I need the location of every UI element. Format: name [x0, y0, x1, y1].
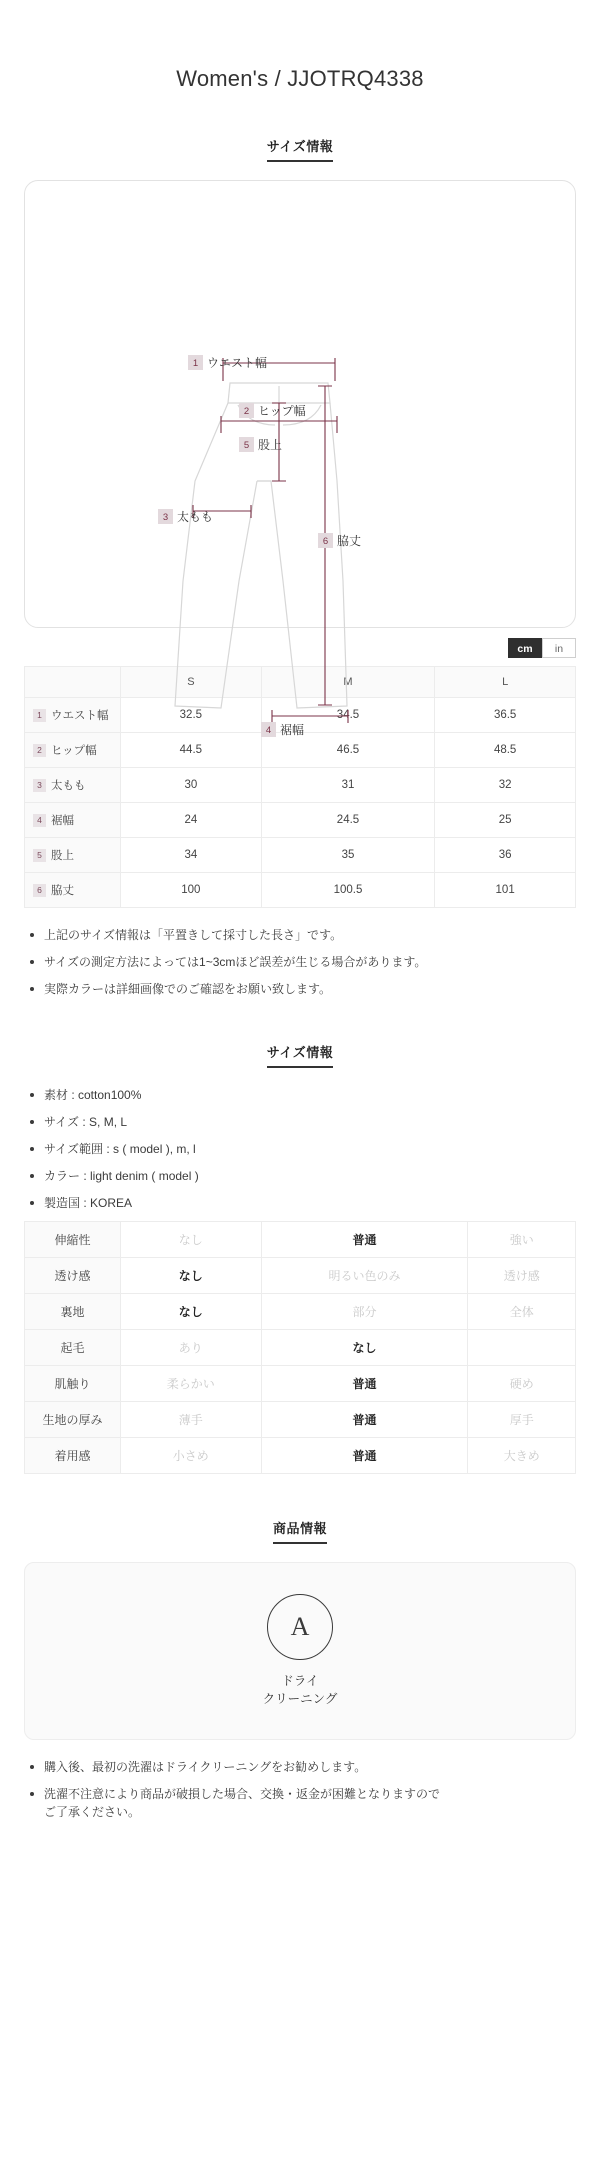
- unit-toggle[interactable]: [24, 638, 576, 658]
- attr-option: 薄手: [121, 1402, 262, 1438]
- list-item: サイズ範囲 : s ( model ), m, l: [28, 1140, 576, 1158]
- care-label: [263, 1672, 338, 1708]
- attr-option: 普通: [261, 1366, 468, 1402]
- svg-text:裾幅: 裾幅: [280, 723, 305, 737]
- attr-option: 厚手: [468, 1402, 576, 1438]
- list-item: サイズ : S, M, L: [28, 1113, 576, 1131]
- size-value: 36.5: [435, 698, 576, 733]
- care-instruction-card: [24, 1562, 576, 1740]
- attr-option: 透け感: [468, 1258, 576, 1294]
- size-value: 101: [435, 873, 576, 908]
- svg-text:脇丈: 脇丈: [337, 534, 362, 548]
- size-table-header-s: S: [121, 667, 262, 698]
- svg-text:4: 4: [265, 725, 272, 736]
- size-row-label-waist: [25, 698, 121, 733]
- svg-text:3: 3: [162, 512, 169, 523]
- svg-text:太もも: 太もも: [177, 510, 214, 524]
- attr-label-lining: 裏地: [25, 1294, 121, 1330]
- table-row: [25, 803, 576, 838]
- care-note-line-b: ご了承ください。: [44, 1805, 141, 1819]
- size-section-heading: [24, 136, 576, 162]
- page-title: Women's / JJOTRQ4338: [176, 66, 424, 91]
- attr-option: 強い: [468, 1222, 576, 1258]
- size-table-header-l: L: [435, 667, 576, 698]
- attr-option: 全体: [468, 1294, 576, 1330]
- size-table-header-row: [25, 667, 576, 698]
- size-value: 46.5: [261, 733, 435, 768]
- attr-label-napping: 起毛: [25, 1330, 121, 1366]
- size-value: 36: [435, 838, 576, 873]
- attr-option: なし: [121, 1222, 262, 1258]
- attr-option: 普通: [261, 1222, 468, 1258]
- attr-option: なし: [121, 1258, 262, 1294]
- size-row-label-side: [25, 873, 121, 908]
- table-row: [25, 768, 576, 803]
- size-table-header-m: M: [261, 667, 435, 698]
- spec-list: [24, 1086, 576, 1212]
- size-value: 34: [121, 838, 262, 873]
- attr-option: あり: [121, 1330, 262, 1366]
- svg-text:6: 6: [322, 536, 329, 547]
- row-label-text: ウエスト幅: [51, 710, 109, 722]
- size-value: 24: [121, 803, 262, 838]
- row-label-text: 股上: [51, 850, 74, 862]
- size-value: 100: [121, 873, 262, 908]
- size-table-header-blank: [25, 667, 121, 698]
- list-item: 上記のサイズ情報は「平置きして採寸した長さ」です。: [28, 926, 576, 944]
- table-row: [25, 873, 576, 908]
- table-row: [25, 1438, 576, 1474]
- row-label-text: ヒップ幅: [51, 745, 97, 757]
- attr-option: 普通: [261, 1438, 468, 1474]
- svg-text:1: 1: [192, 358, 199, 369]
- table-row: [25, 1402, 576, 1438]
- table-row: [25, 1366, 576, 1402]
- table-row: [25, 1258, 576, 1294]
- size-row-label-hem: [25, 803, 121, 838]
- size-notes-list: [24, 926, 576, 998]
- size-value: 32.5: [121, 698, 262, 733]
- attr-option: 小さめ: [121, 1438, 262, 1474]
- size-value: 100.5: [261, 873, 435, 908]
- table-row: [25, 838, 576, 873]
- attr-option: なし: [261, 1330, 468, 1366]
- table-row: [25, 733, 576, 768]
- care-label-line1: ドライ: [281, 1673, 319, 1688]
- attr-option: 普通: [261, 1402, 468, 1438]
- size-value: 44.5: [121, 733, 262, 768]
- size-section-heading-text: サイズ情報: [267, 136, 333, 162]
- row-label-text: 裾幅: [51, 815, 74, 827]
- table-row: [25, 1222, 576, 1258]
- size-value: 35: [261, 838, 435, 873]
- row-label-text: 太もも: [51, 780, 86, 792]
- list-item: [28, 1785, 576, 1821]
- row-label-text: 脇丈: [51, 885, 74, 897]
- table-row: [25, 1294, 576, 1330]
- row-number-badge: 3: [33, 779, 46, 792]
- row-number-badge: 6: [33, 884, 46, 897]
- detail-section-heading: [24, 1042, 576, 1068]
- list-item: カラー : light denim ( model ): [28, 1167, 576, 1185]
- attr-label-touch: 肌触り: [25, 1366, 121, 1402]
- row-number-badge: 5: [33, 849, 46, 862]
- dry-clean-symbol: A: [290, 1611, 310, 1641]
- svg-text:ウエスト幅: ウエスト幅: [207, 356, 268, 370]
- unit-cm-button[interactable]: cm: [508, 638, 542, 658]
- size-value: 34.5: [261, 698, 435, 733]
- care-label-line2: クリーニング: [262, 1692, 338, 1706]
- svg-text:2: 2: [243, 406, 250, 417]
- size-row-label-rise: [25, 838, 121, 873]
- attr-option: [468, 1330, 576, 1366]
- size-value: 30: [121, 768, 262, 803]
- list-item: 購入後、最初の洗濯はドライクリーニングをお勧めします。: [28, 1758, 576, 1776]
- unit-in-button[interactable]: in: [542, 638, 576, 658]
- list-item: 素材 : cotton100%: [28, 1086, 576, 1104]
- size-value: 24.5: [261, 803, 435, 838]
- attr-label-sheerness: 透け感: [25, 1258, 121, 1294]
- product-info-heading-text: 商品情報: [273, 1518, 327, 1544]
- svg-text:5: 5: [243, 440, 250, 451]
- svg-text:ヒップ幅: ヒップ幅: [258, 404, 306, 418]
- list-item: 製造国 : KOREA: [28, 1194, 576, 1212]
- table-row: [25, 1330, 576, 1366]
- size-value: 32: [435, 768, 576, 803]
- product-info-heading: [24, 1518, 576, 1544]
- row-number-badge: 4: [33, 814, 46, 827]
- svg-text:股上: 股上: [258, 438, 283, 452]
- row-number-badge: 1: [33, 709, 46, 722]
- size-value: 25: [435, 803, 576, 838]
- size-row-label-thigh: [25, 768, 121, 803]
- care-notes-list: [24, 1758, 576, 1821]
- dry-clean-icon: [267, 1594, 333, 1660]
- attr-option: 硬め: [468, 1366, 576, 1402]
- attr-option: 柔らかい: [121, 1366, 262, 1402]
- size-value: 48.5: [435, 733, 576, 768]
- detail-section-heading-text: サイズ情報: [267, 1042, 333, 1068]
- attr-option: 大きめ: [468, 1438, 576, 1474]
- list-item: サイズの測定方法によっては1~3cmほど誤差が生じる場合があります。: [28, 953, 576, 971]
- care-note-line-a: 洗濯不注意により商品が破損した場合、交換・返金が困難となりますので: [44, 1787, 441, 1801]
- attr-option: なし: [121, 1294, 262, 1330]
- attribute-table: [24, 1221, 576, 1474]
- attr-label-stretch: 伸縮性: [25, 1222, 121, 1258]
- row-number-badge: 2: [33, 744, 46, 757]
- size-table: [24, 666, 576, 908]
- attr-label-fit: 着用感: [25, 1438, 121, 1474]
- attr-option: 部分: [261, 1294, 468, 1330]
- list-item: 実際カラーは詳細画像でのご確認をお願い致します。: [28, 980, 576, 998]
- size-value: 31: [261, 768, 435, 803]
- size-row-label-hip: [25, 733, 121, 768]
- attr-label-thickness: 生地の厚み: [25, 1402, 121, 1438]
- attr-option: 明るい色のみ: [261, 1258, 468, 1294]
